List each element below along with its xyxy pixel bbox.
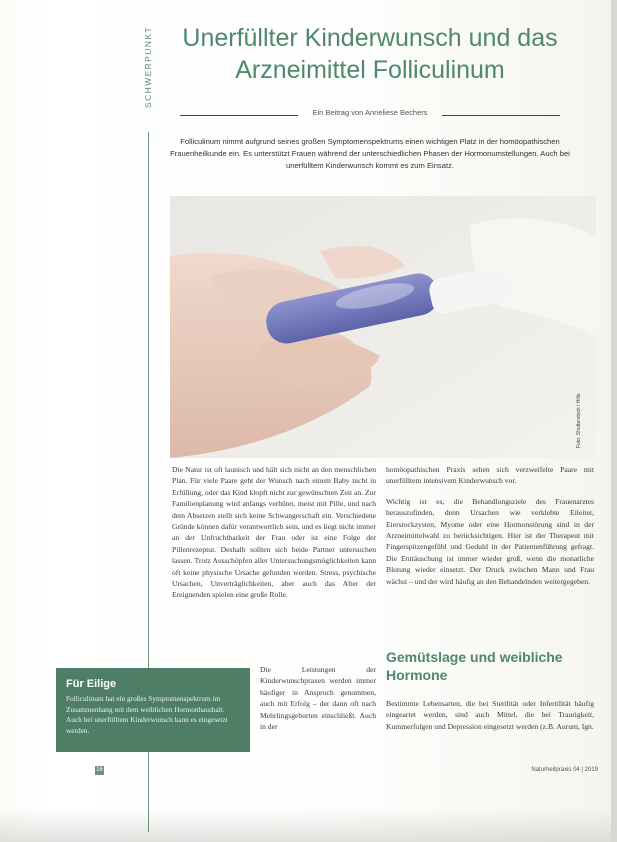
- section-tag: SCHWERPUNKT: [143, 26, 153, 108]
- title-line-1: Unerfüllter Kinderwunsch und das: [182, 24, 558, 52]
- body-column-left: [172, 464, 376, 610]
- paragraph: Bestimmte Lebensarten, die bei Sterilität oder Infertilität häufig eingeartet werden, sind auch Mittel, die bei Traurigkeit, Kummerfolgen und Depression eingesetzt werden (z.B. Aurum, Ign.: [386, 699, 594, 731]
- paragraph: homöopathischen Praxis sehen sich verzweifelte Paare mit unerfülltem intensivem Kinderwunsch vor.: [386, 465, 594, 486]
- article-title: [160, 22, 580, 86]
- byline: [160, 108, 580, 122]
- page-shadow: [0, 808, 617, 842]
- summary-box-text: Folliculinum hat ein großes Symptomenspektrum im Zusammenhang mit dem weiblichen Hormonhaushalt. Auch bei unerfülltem Kinderwunsch kann es eingesetzt werden.: [66, 694, 228, 735]
- page-number: 16: [96, 767, 103, 773]
- intro-text: Folliculinum nimmt aufgrund seines großen Symptomenspektrums einen wichtigen Platz in der homöopathischen Frauenheilkunde ein. Es unterstützt Frauen während der unterschiedlichen Phasen der Hormonumstellungen. Auch bei unerfülltem Kinderwunsch kommt es zum Einsatz.: [170, 137, 570, 170]
- paragraph: Die Leistungen der Kinderwunschpraxen werden immer häufiger in Anspruch genommen, auch mit Erfolg – der dann oft nach Mehrlingsgeburten einschließt. Auch in der: [260, 665, 376, 732]
- byline-rule-right: [442, 115, 560, 116]
- paragraph: Die Natur ist oft launisch und hält sich nicht an den menschlichen Plan. Für viele Paare geht der Wunsch nach einem Baby nicht in Erfüllung, oder das Kind klopft nicht zur gewünschten Zeit an. Zur Familienplanung wird anfangs verhütet, meist mit Pille, und nach dem Absetzen stellt sich keine Schwangerschaft ein. Verschiedene Gründe können dafür verantwortlich sein, und es liegt nicht immer an der Unfruchtbarkeit der Frau oder ist eine Folge der Pillenrezeptur. Deshalb sollten sich beide Partner untersuchen lassen. Trotz Ausschöpfen aller Untersuchungsmöglichkeiten kann oft keine physische Ursache gefunden werden. Stress, psychische Ursachen, Unverträglichkeiten, aber auch das Alter der Ereignenden spielen eine große Rolle.: [172, 465, 376, 600]
- photo-illustration: [170, 196, 596, 458]
- journal-footer: Naturheilpraxis 04 | 2019: [531, 767, 598, 773]
- body-column-left-lower: [260, 664, 376, 741]
- summary-box: [56, 668, 250, 752]
- summary-box-title: Für Eilige: [66, 678, 117, 690]
- title-line-2: Arzneimittel Folliculinum: [235, 56, 505, 84]
- section-heading: Gemütslage und weibliche Hormone: [386, 649, 563, 683]
- byline-text: Ein Beitrag von Anneliese Bechers: [312, 108, 428, 117]
- paragraph: Wichtig ist es, die Behandlungsziele des Frauenarztes herauszufinden, denn Ursachen wie verklebte Eileiter, Eierstockzysten, Myome oder eine Hormonstörung sind in der Arzneimittelwahl zu berücksichtigen. Hier ist der Therapeut mit Fingerspitzengefühl und Geduld in der Patientenführung gefragt. Die Enttäuschung ist immer wieder groß, wenn die monatliche Blutung wieder einsetzt. Der Druck zwischen Mann und Frau wächst – und der wird häufig an den Behandelnden weitergegeben.: [386, 496, 594, 586]
- byline-rule-left: [180, 115, 298, 116]
- page-edge: [611, 0, 617, 842]
- photo-credit: Foto: Shutterstock / Hillo: [576, 393, 582, 448]
- body-column-right-lower: [386, 698, 594, 741]
- article-photo: [170, 196, 596, 458]
- body-column-right: [386, 464, 594, 596]
